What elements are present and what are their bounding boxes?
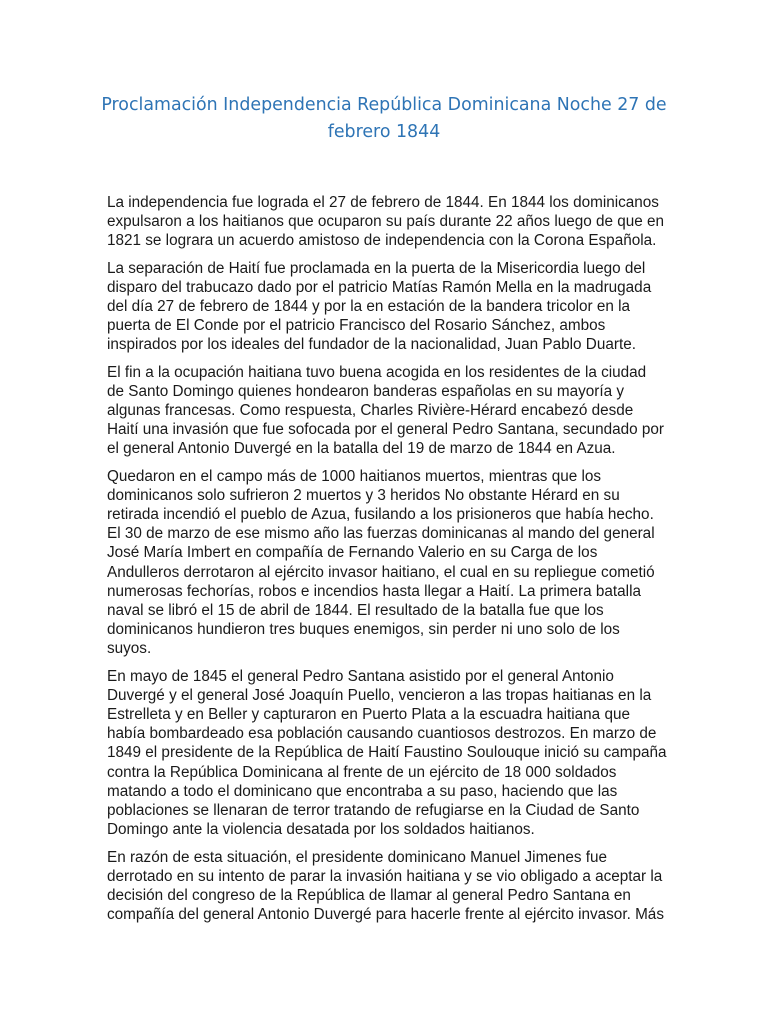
paragraph: El fin a la ocupación haitiana tuvo buena acogida en los residentes de la ciudad de Santo Domingo quienes hondearon banderas españolas en su mayoría y algunas francesas. Como respuesta, Charles Rivière-Hérard encabezó desde Haití una invasión que fue sofocada por el general Pedro Santana, secundado por el general Antonio Duvergé en la batalla del 19 de marzo de 1844 en Azua. xyxy=(107,363,665,458)
document-body xyxy=(107,193,667,932)
paragraph: En razón de esta situación, el presidente dominicano Manuel Jimenes fue derrotado en su intento de parar la invasión haitiana y se vio obligado a aceptar la decisión del congreso de la República de llamar al general Pedro Santana en compañía del general Antonio Duvergé para hacerle frente al ejército invasor. Más xyxy=(107,848,664,924)
paragraph: En mayo de 1845 el general Pedro Santana asistido por el general Antonio Duvergé y el general José Joaquín Puello, vencieron a las tropas haitianas en la Estrelleta y en Beller y capturaron en Puerto Plata a la escuadra haitiana que había bombardeado esa población causando cuantiosos destrozos. En marzo de 1849 el presidente de la República de Haití Faustino Soulouque inició su campaña contra la República Dominicana al frente de un ejército de 18 000 soldados matando a todo el dominicano que encontraba a su paso, haciendo que las poblaciones se llenaran de terror tratando de refugiarse en la Ciudad de Santo Domingo ante la violencia desatada por los soldados haitianos. xyxy=(107,667,667,839)
document-title: Proclamación Independencia República Dominicana Noche 27 de febrero 1844 xyxy=(101,95,667,142)
paragraph: La separación de Haití fue proclamada en la puerta de la Misericordia luego del disparo del trabucazo dado por el patricio Matías Ramón Mella en la madrugada del día 27 de febrero de 1844 y por la en estación de la bandera tricolor en la puerta de El Conde por el patricio Francisco del Rosario Sánchez, ambos inspirados por los ideales del fundador de la nacionalidad, Juan Pablo Duarte. xyxy=(107,259,652,354)
paragraph: La independencia fue lograda el 27 de febrero de 1844. En 1844 los dominicanos expulsaron a los haitianos que ocuparon su país durante 22 años luego de que en 1821 se lograra un acuerdo amistoso de independencia con la Corona Española. xyxy=(107,194,665,250)
paragraph: Quedaron en el campo más de 1000 haitianos muertos, mientras que los dominicanos solo sufrieron 2 muertos y 3 heridos No obstante Hérard en su retirada incendió el pueblo de Azua, fusilando a los prisioneros que había hecho. El 30 de marzo de ese mismo año las fuerzas dominicanas al mando del general José María Imbert en compañía de Fernando Valerio en su Carga de los Andulleros derrotaron al ejército invasor haitiano, el cual en su repliegue cometió numerosas fechorías, robos e incendios hasta llegar a Haití. La primera batalla naval se libró el 15 de abril de 1844. El resultado de la batalla fue que los dominicanos hundieron tres buques enemigos, sin perder ni uno solo de los suyos. xyxy=(107,467,655,658)
